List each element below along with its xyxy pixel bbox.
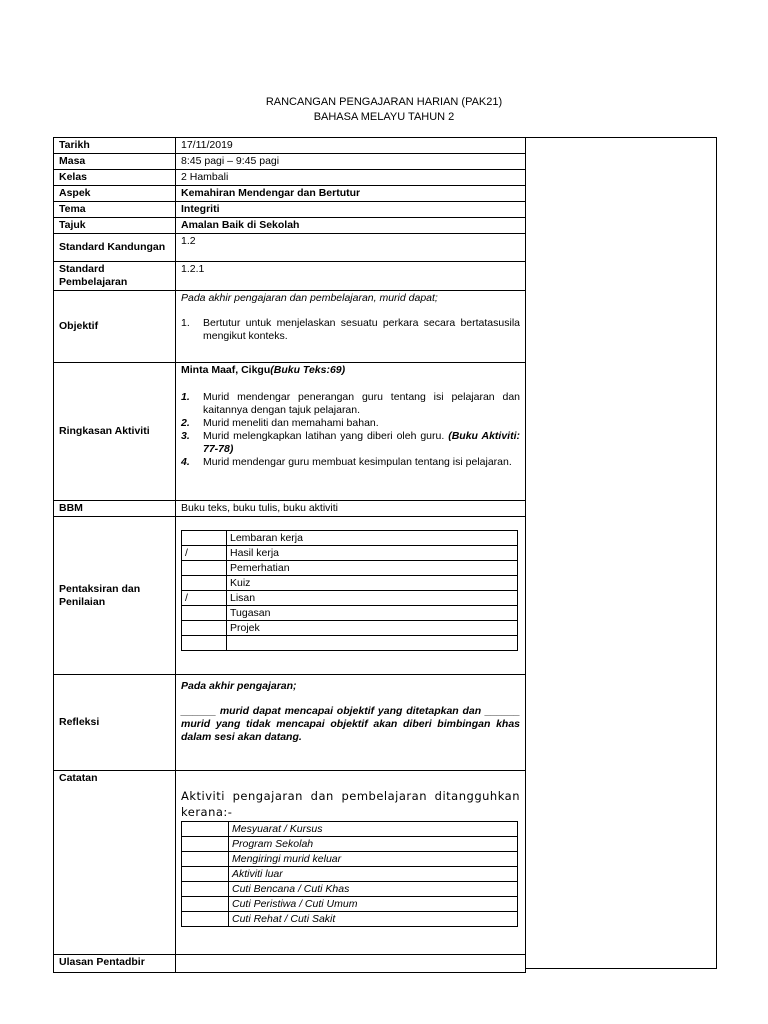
row-tarikh xyxy=(54,138,526,154)
label-catatan: Catatan xyxy=(54,771,176,955)
table-row xyxy=(182,882,518,897)
refleksi-intro: Pada akhir pengajaran; xyxy=(181,680,297,692)
pentaksiran-cell xyxy=(176,517,526,675)
list-item: 4. Murid mendengar guru membuat kesimpulan tentang isi pelajaran. xyxy=(181,456,512,468)
document-title: RANCANGAN PENGAJARAN HARIAN (PAK21) xyxy=(265,96,503,108)
row-ulasan-pentadbir xyxy=(54,955,526,973)
table-row xyxy=(182,837,518,852)
ringkasan-heading-text: Minta Maaf, Cikgu xyxy=(181,364,271,376)
table-row xyxy=(182,822,518,837)
table-row xyxy=(182,606,518,621)
row-aspek xyxy=(54,186,526,202)
value-standard-pembelajaran: 1.2.1 xyxy=(176,262,526,291)
table-row xyxy=(182,576,518,591)
catatan-text: Aktiviti pengajaran dan pembelajaran ditangguhkan kerana:- xyxy=(181,789,520,819)
list-item: 2. Murid meneliti dan memahami bahan. xyxy=(181,417,379,429)
label-masa: Masa xyxy=(54,154,176,170)
objektif-intro: Pada akhir pengajaran dan pembelajaran, murid dapat; xyxy=(181,292,438,304)
row-refleksi xyxy=(54,675,526,771)
list-item: 1. Murid mendengar penerangan guru tentang isi pelajaran dan kaitannya dengan tajuk pelajaran. xyxy=(181,391,520,416)
checklist-item: Mengiringi murid keluar xyxy=(229,852,518,867)
pentaksiran-checklist xyxy=(181,530,518,651)
table-row xyxy=(182,636,518,651)
check-mark xyxy=(182,561,227,576)
table-row xyxy=(182,546,518,561)
value-ulasan-pentadbir xyxy=(176,955,526,973)
checklist-item: Kuiz xyxy=(227,576,518,591)
table-row xyxy=(182,912,518,927)
list-item: 3. Murid melengkapkan latihan yang diberi oleh guru. (Buku Aktiviti: 77-78) xyxy=(181,430,521,455)
label-aspek: Aspek xyxy=(54,186,176,202)
refleksi-cell xyxy=(176,675,526,771)
checklist-item: Cuti Bencana / Cuti Khas xyxy=(229,882,518,897)
row-standard-pembelajaran xyxy=(54,262,526,291)
value-tema: Integriti xyxy=(176,202,526,218)
check-mark xyxy=(182,576,227,591)
objektif-cell xyxy=(176,291,526,363)
table-row xyxy=(182,867,518,882)
row-masa xyxy=(54,154,526,170)
refleksi-text: ______ murid dapat mencapai objektif yang ditetapkan dan ______ murid yang tidak mencapai objektif akan diberi bimbingan khas dalam sesi akan datang. xyxy=(181,705,520,743)
label-tema: Tema xyxy=(54,202,176,218)
table-row xyxy=(182,621,518,636)
value-standard-kandungan: 1.2 xyxy=(176,234,526,262)
catatan-cell xyxy=(176,771,526,955)
check-mark xyxy=(182,621,227,636)
table-row xyxy=(182,531,518,546)
checklist-item: Lisan xyxy=(227,591,518,606)
row-pentaksiran xyxy=(54,517,526,675)
ringkasan-list xyxy=(181,391,520,469)
objektif-item-text: Bertutur untuk menjelaskan sesuatu perkara secara bertatasusila mengikut konteks. xyxy=(203,317,520,342)
row-ringkasan-aktiviti xyxy=(54,363,526,501)
check-mark xyxy=(182,606,227,621)
value-aspek: Kemahiran Mendengar dan Bertutur xyxy=(176,186,526,202)
document-subtitle: BAHASA MELAYU TAHUN 2 xyxy=(313,111,455,123)
label-bbm: BBM xyxy=(54,501,176,517)
label-ringkasan-aktiviti: Ringkasan Aktiviti xyxy=(54,363,176,501)
checklist-item: Aktiviti luar xyxy=(229,867,518,882)
checklist-item: Lembaran kerja xyxy=(227,531,518,546)
table-row xyxy=(182,561,518,576)
ringkasan-heading xyxy=(181,364,520,377)
table-row xyxy=(182,591,518,606)
checklist-item: Program Sekolah xyxy=(229,837,518,852)
label-objektif: Objektif xyxy=(54,291,176,363)
row-tajuk xyxy=(54,218,526,234)
ringkasan-cell xyxy=(176,363,526,501)
label-standard-kandungan: Standard Kandungan xyxy=(54,234,176,262)
checklist-item: Hasil kerja xyxy=(227,546,518,561)
table-row xyxy=(182,897,518,912)
value-masa: 8:45 pagi – 9:45 pagi xyxy=(176,154,526,170)
label-standard-pembelajaran: Standard Pembelajaran xyxy=(54,262,176,291)
label-refleksi: Refleksi xyxy=(54,675,176,771)
label-pentaksiran: Pentaksiran dan Penilaian xyxy=(54,517,176,675)
value-bbm: Buku teks, buku tulis, buku aktiviti xyxy=(176,501,526,517)
checklist-item: Tugasan xyxy=(227,606,518,621)
check-mark: / xyxy=(182,591,227,606)
row-bbm xyxy=(54,501,526,517)
catatan-checklist xyxy=(181,821,518,927)
lesson-plan-table xyxy=(53,137,526,973)
label-ulasan-pentadbir: Ulasan Pentadbir xyxy=(54,955,176,973)
checklist-item: Cuti Peristiwa / Cuti Umum xyxy=(229,897,518,912)
label-tarikh: Tarikh xyxy=(54,138,176,154)
checklist-item: Projek xyxy=(227,621,518,636)
checklist-item xyxy=(227,636,518,651)
objektif-item xyxy=(181,317,520,343)
row-standard-kandungan xyxy=(54,234,526,262)
objektif-item-number: 1. xyxy=(181,317,190,329)
row-tema xyxy=(54,202,526,218)
label-tajuk: Tajuk xyxy=(54,218,176,234)
checklist-item: Pemerhatian xyxy=(227,561,518,576)
row-objektif xyxy=(54,291,526,363)
check-mark xyxy=(182,636,227,651)
check-mark xyxy=(182,531,227,546)
row-kelas xyxy=(54,170,526,186)
table-row xyxy=(182,852,518,867)
value-tarikh: 17/11/2019 xyxy=(176,138,526,154)
value-tajuk: Amalan Baik di Sekolah xyxy=(176,218,526,234)
row-catatan xyxy=(54,771,526,955)
checklist-item: Mesyuarat / Kursus xyxy=(229,822,518,837)
value-kelas: 2 Hambali xyxy=(176,170,526,186)
side-notes-column xyxy=(526,137,717,969)
ringkasan-heading-ref: (Buku Teks:69) xyxy=(270,364,346,376)
label-kelas: Kelas xyxy=(54,170,176,186)
check-mark: / xyxy=(182,546,227,561)
checklist-item: Cuti Rehat / Cuti Sakit xyxy=(229,912,518,927)
